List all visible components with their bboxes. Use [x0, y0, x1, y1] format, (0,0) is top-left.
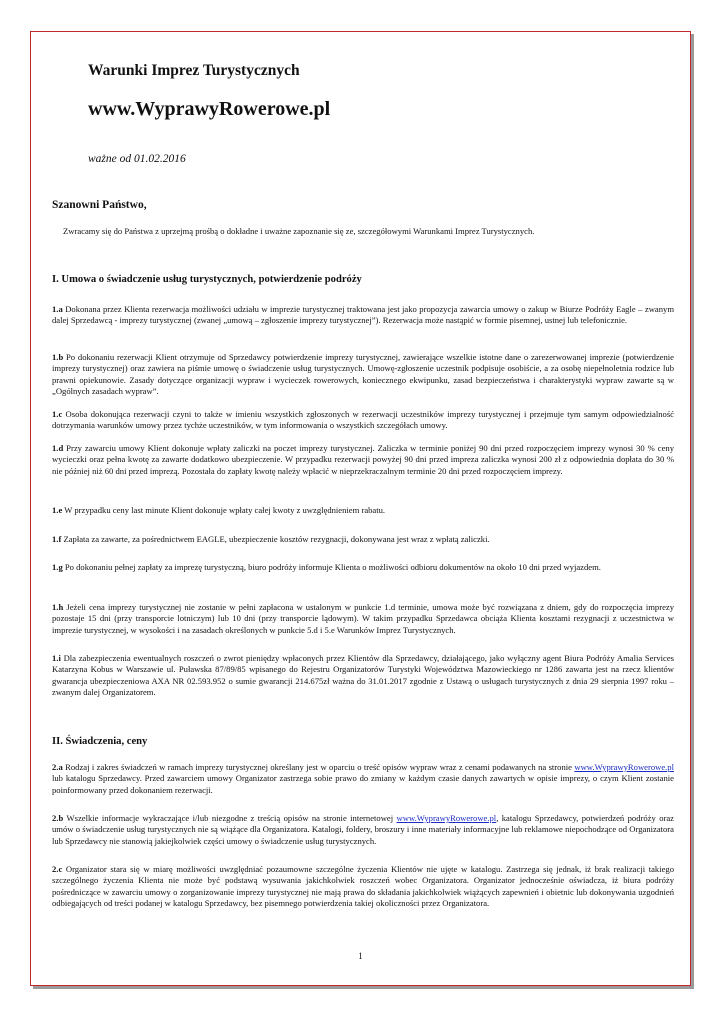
- paragraph-2a: [52, 762, 674, 796]
- paragraph-1a: [52, 304, 674, 327]
- valid-from: ważne od 01.02.2016: [88, 153, 186, 165]
- paragraph-1d: [52, 443, 674, 477]
- paragraph-2c: [52, 864, 674, 910]
- paragraph-text: Dokonana przez Klienta rezerwacja możliwości udziału w imprezie turystycznej traktowana jest jako propozycja zawarcia umowy o zakup w Biurze Podróży Eagle – zwanym dalej Sprzedawcą - imprezy turystycznej (zwanej „umową – zgłoszenie imprezy turystycznej”). Rezerwacja może nastąpić w formie pisemnej, ustnej lub telefonicznie.: [52, 304, 674, 326]
- paragraph-1f: [52, 534, 674, 545]
- paragraph-number: 1.e: [52, 505, 63, 515]
- paragraph-text: lub katalogu Sprzedawcy. Przed zawarciem umowy Organizator zastrzega sobie prawo do zmiany w każdym czasie danych zawartych w opisie imprezy, o czym Klient zostanie poinformowany przed dokonaniem rezerwacji.: [52, 773, 674, 795]
- site-link[interactable]: www.WyprawyRowerowe.pl: [574, 762, 674, 772]
- paragraph-1e: [52, 505, 674, 516]
- paragraph-text: Organizator stara się w miarę możliwości uwzględniać pozaumowne szczególne życzenia Klientów nie ujęte w katalogu. Zastrzega się jednak, iż brak realizacji takiego szczególnego życzenia Klienta nie może być podstawą wysuwania jakichkolwiek roszczeń wobec Organizatora. Organizator jednocześnie oświadcza, iż biura podróży pośredniczące w zawarciu umowy o zorganizowanie imprezy turystycznej nie mają prawa do składania jakichkolwiek wiążących zapewnień i obietnic lub dokonywania uzgodnień odbiegających od treści podanej w katalogu Sprzedawcy, bez pisemnego potwierdzenia takiej okoliczności przez Organizatora.: [52, 864, 674, 909]
- paragraph-text: , katalogu Sprzedawcy, potwierdzeń podróży oraz umów o świadczenie usług turystycznych nie są wiążące dla Organizatora. Katalogi, foldery, broszury i inne materiały informacyjne lub reklamowe niepochodzące od Organizatora lub Sprzedawcy nie stanowią jakiejkolwiek części umowy o świadczenie usług turystycznych.: [52, 813, 674, 846]
- paragraph-number: 1.a: [52, 304, 63, 314]
- document-title: Warunki Imprez Turystycznych: [88, 62, 300, 79]
- paragraph-text: Osoba dokonująca rezerwacji czyni to także w imieniu wszystkich zgłoszonych w rezerwacji uczestników imprezy turystycznej i przejmuje tym samym odpowiedzialność dotrzymania warunków umowy przez tychże uczestników, w tym informowania o wszystkich szczegółach umowy.: [52, 409, 674, 431]
- paragraph-number: 2.a: [52, 762, 63, 772]
- paragraph-number: 1.i: [52, 653, 61, 663]
- page-number: 1: [358, 951, 363, 961]
- paragraph-text: Po dokonaniu pełnej zapłaty za imprezę turystyczną, biuro podróży informuje Klienta o możliwości odbioru dokumentów na około 10 dni przed wyjazdem.: [62, 562, 601, 572]
- intro-text: Zwracamy się do Państwa z uprzejmą prośbą o dokładne i uważne zapoznanie się ze, szczegółowymi Warunkami Imprez Turystycznych.: [63, 226, 535, 236]
- paragraph-number: 2.c: [52, 864, 63, 874]
- greeting: Szanowni Państwo,: [52, 199, 147, 211]
- paragraph-2b: [52, 813, 674, 847]
- paragraph-1g: [52, 562, 674, 573]
- paragraph-1b: [52, 352, 674, 398]
- section-2-title: II. Świadczenia, ceny: [52, 736, 148, 747]
- paragraph-text: Wszelkie informacje wykraczające i/lub niezgodne z treścią opisów na stronie internetowej: [63, 813, 397, 823]
- section-1-title: I. Umowa o świadczenie usług turystycznych, potwierdzenie podróży: [52, 274, 362, 285]
- document-page: [30, 31, 691, 986]
- paragraph-number: 1.c: [52, 409, 63, 419]
- paragraph-number: 1.h: [52, 602, 64, 612]
- paragraph-text: Zapłata za zawarte, za pośrednictwem EAGLE, ubezpieczenie kosztów rezygnacji, dokonywana jest wraz z wpłatą zaliczki.: [61, 534, 490, 544]
- paragraph-text: Po dokonaniu rezerwacji Klient otrzymuje od Sprzedawcy potwierdzenie imprezy turystycznej, zawierające wszelkie istotne dane o zarezerwowanej imprezie (potwierdzenie imprezy turystycznej) oraz zawiera na piśmie umowę o świadczenie usług turystycznych. Umowę-zgłoszenie uczestnik podpisuje osobiście, a za osobę niepełnoletnia rodzice lub prawni opiekunowie. Zasady dotyczące organizacji wypraw i wycieczek rowerowych, koniecznego ekwipunku, zasad bezpieczeństwa i charakterystyki wypraw zawarte są w „Ogólnych zasadach wypraw”.: [52, 352, 674, 397]
- paragraph-number: 1.f: [52, 534, 62, 544]
- paragraph-1h: [52, 602, 674, 636]
- paragraph-text: Dla zabezpieczenia ewentualnych roszczeń o zwrot pieniędzy wpłaconych przez Klientów dla Sprzedawcy, działającego, jako wyłączny agent Biura Podróży Amalia Services Katarzyna Kobus w Warszawie ul. Puławska 87/89/85 wpisanego do Rejestru Organizatorów Turystyki Województwa Mazowieckiego nr 1286 zawarta jest na rzecz klientów gwarancja ubezpieczeniowa AXA NR 02.593.952 o sumie gwarancji 214.675zł ważna do 31.01.2017 zgodnie z Ustawą o usługach turystycznych z dnia 29 sierpnia 1997 roku – zwanym dalej Organizatorem.: [52, 653, 674, 698]
- paragraph-number: 1.b: [52, 352, 64, 362]
- site-title: www.WyprawyRowerowe.pl: [88, 98, 331, 120]
- paragraph-text: W przypadku ceny last minute Klient dokonuje wpłaty całej kwoty z uwzględnieniem rabatu.: [62, 505, 386, 515]
- paragraph-number: 2.b: [52, 813, 64, 823]
- site-link[interactable]: www.WyprawyRowerowe.pl: [396, 813, 497, 823]
- paragraph-number: 1.g: [52, 562, 63, 572]
- paragraph-text: Jeżeli cena imprezy turystycznej nie zostanie w pełni zapłacona w ustalonym w punkcie 1.d terminie, umowa może być rozwiązana z dniem, gdy do rozpoczęcia imprezy pozostaje 15 dni (przy transporcie lotniczym) lub 10 dni (przy transporcie lądowym). W takim przypadku Sprzedawca obciąża Klienta kosztami rezygnacji z uczestnictwa w imprezie turystycznej, w wysokości i na zasadach określonych w punkcie 5.d i 5.e Warunków Imprez Turystycznych.: [52, 602, 674, 635]
- paragraph-text: Przy zawarciu umowy Klient dokonuje wpłaty zaliczki na poczet imprezy turystycznej. Zaliczka w terminie poniżej 90 dni przed rozpoczęciem imprezy wynosi 30 % ceny wycieczki oraz pełna kwotę za zawarte dodatkowo ubezpieczenie. W przypadku rezerwacji powyżej 90 dni przed impreza zaliczka wynosi 200 zł z odpowiednia dopłata do 30 % nie później niż 60 dni przed imprezą. Pozostała do zapłaty kwotę należy wpłacić w nieprzekraczalnym terminie 20 dni przed rozpoczęciem imprezy.: [52, 443, 674, 476]
- paragraph-1c: [52, 409, 674, 432]
- paragraph-1i: [52, 653, 674, 699]
- paragraph-number: 1.d: [52, 443, 64, 453]
- paragraph-text: Rodzaj i zakres świadczeń w ramach imprezy turystycznej określany jest w oparciu o treść opisów wypraw wraz z cenami podawanych na stronie: [62, 762, 575, 772]
